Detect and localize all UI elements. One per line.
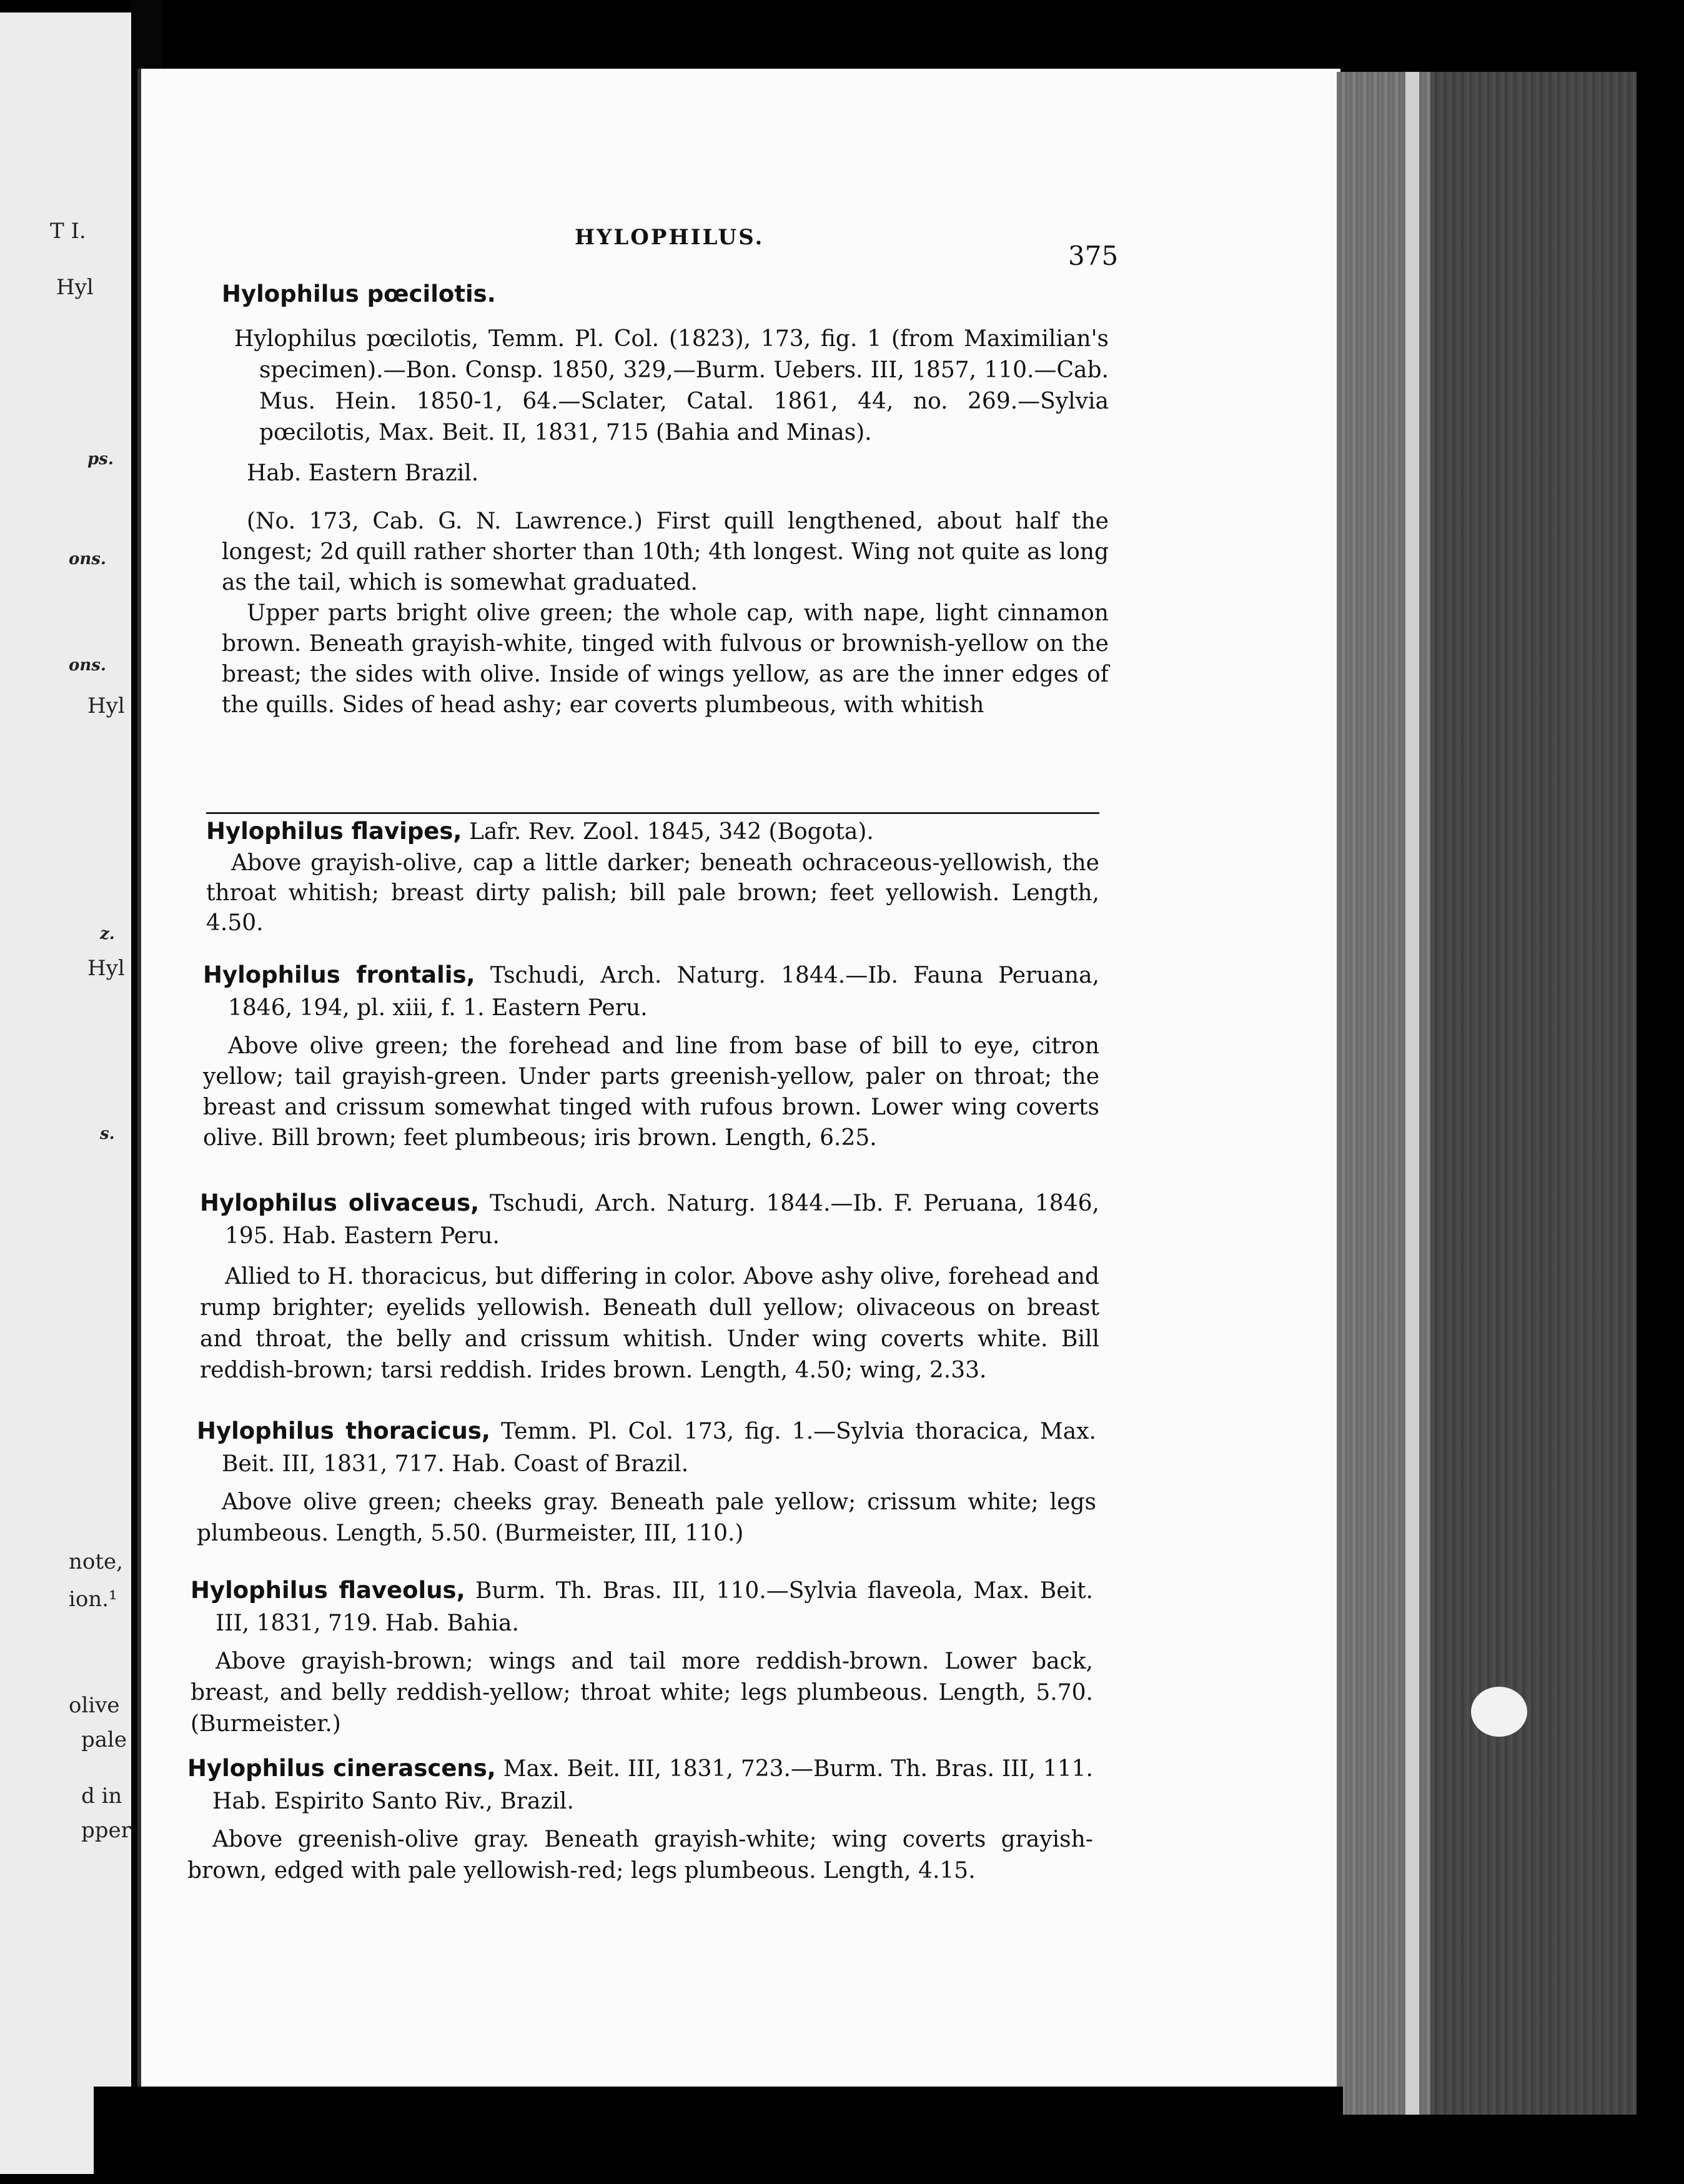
species-description: Above greenish-olive gray. Beneath grayish-white; wing coverts grayish-brown, edged with pale yellowish-red; legs plumbeous. Length, 4.15.	[187, 1827, 1093, 1884]
left-page-fragment: olive	[69, 1693, 120, 1718]
species-name: Hylophilus thoracicus,	[197, 1417, 490, 1444]
species-name: Hylophilus flaveolus,	[191, 1577, 465, 1604]
species-citation: Lafr. Rev. Zool. 1845, 342 (Bogota).	[468, 819, 874, 845]
page-edge-light-stripe	[1405, 72, 1419, 2115]
species-description: Above olive green; cheeks gray. Beneath pale yellow; crissum white; legs plumbeous. Length, 5.50. (Burmeister, III, 110.)	[197, 1489, 1096, 1546]
species-description: Upper parts bright olive green; the whole cap, with nape, light cinnamon brown. Beneath grayish-white, tinged with fulvous or brownish-yellow on the breast; the sides with olive. Inside of wings yellow, as are the inner edges of the quills. Sides of head ashy; ear coverts plumbeous, with whitish	[222, 600, 1109, 718]
left-page-fragment: pper	[81, 1818, 131, 1843]
left-page-fragment: ons.	[69, 550, 106, 568]
species-entry	[187, 1752, 1093, 1887]
species-entry	[206, 815, 1099, 938]
species-description: Above grayish-olive, cap a little darker; beneath ochraceous-yellowish, the throat whitish; breast dirty palish; bill pale brown; feet yellowish. Length, 4.50.	[206, 850, 1099, 936]
left-page-fragment: z.	[100, 925, 115, 943]
species-citation: Burm. Th. Bras. III, 110.—Sylvia flaveola, Max. Beit. III, 1831, 719. Hab. Bahia.	[215, 1578, 1093, 1636]
species-name: Hylophilus cinerascens,	[187, 1755, 496, 1782]
species-name: Hylophilus pœcilotis.	[222, 280, 496, 307]
species-name: Hylophilus flavipes,	[206, 818, 462, 845]
species-citation: Hylophilus pœcilotis, Temm. Pl. Col. (1823), 173, fig. 1 (from Maximilian's specimen).—Bon. Consp. 1850, 329,—Burm. Uebers. III, 1857, 110.—Cab. Mus. Hein. 1850-1, 64.—Sclater, Catal. 1861, 44, no. 269.—Sylvia pœcilotis, Max. Beit. II, 1831, 715 (Bahia and Minas).	[234, 326, 1109, 445]
left-page-fragment: s.	[100, 1124, 115, 1143]
species-name: Hylophilus olivaceus,	[200, 1189, 480, 1216]
species-entry	[222, 278, 1109, 720]
species-description: Above grayish-brown; wings and tail more reddish-brown. Lower back, breast, and belly reddish-yellow; throat white; legs plumbeous. Length, 5.70. (Burmeister.)	[191, 1649, 1093, 1737]
section-divider	[206, 812, 1099, 814]
species-name: Hylophilus frontalis,	[203, 961, 475, 988]
species-citation: Max. Beit. III, 1831, 723.—Burm. Th. Bras. III, 111. Hab. Espirito Santo Riv., Brazil.	[212, 1756, 1093, 1814]
left-page-fragment: T I.	[50, 219, 86, 244]
running-head: HYLOPHILUS.	[575, 225, 765, 250]
species-entry	[200, 1187, 1099, 1386]
left-page-fragment: d in	[81, 1784, 122, 1809]
left-page-fragment: note,	[69, 1549, 123, 1574]
page-edge-dark-band	[1430, 72, 1637, 2115]
page-number: 375	[1068, 241, 1119, 271]
paper-stain	[1471, 1687, 1527, 1737]
species-entry	[191, 1574, 1093, 1740]
left-page-fragment: Hyl	[87, 956, 125, 981]
species-entry	[197, 1415, 1096, 1549]
left-page-fragment: ion.¹	[69, 1587, 117, 1612]
species-description: Allied to H. thoracicus, but differing in color. Above ashy olive, forehead and rump brighter; eyelids yellowish. Beneath dull yellow; olivaceous on breast and throat, the belly and crissum whitish. Under wing coverts white. Bill reddish-brown; tarsi reddish. Irides brown. Length, 4.50; wing, 2.33.	[200, 1264, 1099, 1383]
left-page-fragment: ons.	[69, 656, 106, 675]
species-citation: Tschudi, Arch. Naturg. 1844.—Ib. Fauna Peruana, 1846, 194, pl. xiii, f. 1. Eastern Peru.	[228, 963, 1100, 1021]
scan-border	[94, 2087, 1343, 2184]
species-citation: Temm. Pl. Col. 173, fig. 1.—Sylvia thoracica, Max. Beit. III, 1831, 717. Hab. Coast of Brazil.	[222, 1419, 1096, 1477]
species-description: Above olive green; the forehead and line from base of bill to eye, citron yellow; tail grayish-green. Under parts greenish-yellow, paler on throat; the breast and crissum somewhat tinged with rufous brown. Lower wing coverts olive. Bill brown; feet plumbeous; iris brown. Length, 6.25.	[203, 1033, 1099, 1151]
species-entry	[203, 959, 1099, 1153]
left-page-fragment: Hyl	[87, 693, 125, 718]
species-description: (No. 173, Cab. G. N. Lawrence.) First quill lengthened, about half the longest; 2d quill rather shorter than 10th; 4th longest. Wing not quite as long as the tail, which is somewhat graduated.	[222, 509, 1109, 595]
species-citation: Tschudi, Arch. Naturg. 1844.—Ib. F. Peruana, 1846, 195. Hab. Eastern Peru.	[225, 1191, 1099, 1249]
left-page-fragment: ps.	[87, 450, 114, 469]
species-habitat: Hab. Eastern Brazil.	[247, 460, 479, 486]
left-page-fragment: pale	[81, 1727, 127, 1752]
left-page-fragment: Hyl	[56, 275, 94, 300]
left-facing-page	[0, 12, 131, 2174]
